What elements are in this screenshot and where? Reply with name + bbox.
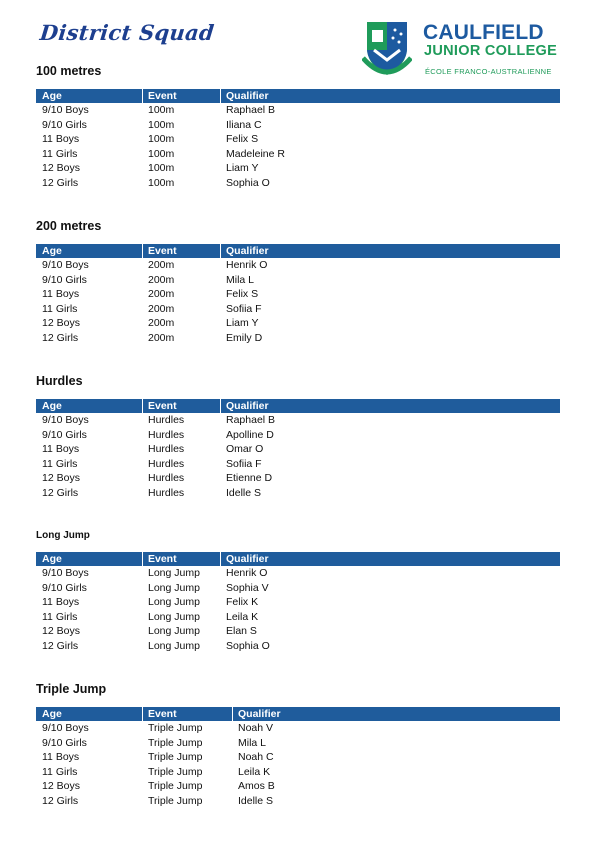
table-row <box>36 176 560 191</box>
event-cell: Long Jump <box>148 610 200 623</box>
table-row <box>36 610 560 625</box>
qualifier-cell: Henrik O <box>226 259 268 271</box>
age-cell: 12 Girls <box>42 486 79 499</box>
table-row <box>36 302 560 317</box>
event-cell: 100m <box>148 176 175 189</box>
brand-line-2: JUNIOR COLLEGE <box>424 43 558 59</box>
age-cell: 12 Boys <box>42 625 80 638</box>
event-cell: Triple Jump <box>148 751 203 764</box>
qualifier-cell: Liam Y <box>226 162 259 175</box>
section-title: Triple Jump <box>36 682 107 696</box>
column-header: Qualifier <box>226 400 269 412</box>
event-cell: 200m <box>148 331 175 344</box>
page-title: District Squad <box>38 20 216 45</box>
qualifier-cell: Noah C <box>238 751 274 764</box>
header-divider <box>220 244 221 258</box>
age-cell: 11 Girls <box>42 765 78 778</box>
table-header <box>36 89 560 103</box>
qualifier-cell: Noah V <box>238 722 274 734</box>
event-cell: Long Jump <box>148 567 200 579</box>
table-row <box>36 779 560 794</box>
age-cell: 12 Boys <box>42 780 80 793</box>
table-row <box>36 581 560 596</box>
table-header <box>36 552 560 566</box>
qualifier-cell: Raphael B <box>226 104 276 116</box>
column-header: Age <box>42 400 62 412</box>
brand-line-1: CAULFIELD <box>423 21 544 44</box>
age-cell: 11 Boys <box>42 133 80 146</box>
results-table <box>36 552 560 654</box>
age-cell: 11 Boys <box>42 596 80 609</box>
results-table <box>36 89 560 191</box>
event-cell: 100m <box>148 147 175 160</box>
header-divider <box>220 399 221 413</box>
header-divider <box>220 552 221 566</box>
qualifier-cell: Sofiia F <box>226 457 262 470</box>
table-row <box>36 624 560 639</box>
event-cell: 200m <box>148 259 175 271</box>
event-cell: 100m <box>148 162 175 175</box>
table-row <box>36 750 560 765</box>
qualifier-cell: Sophia V <box>226 581 269 594</box>
table-row <box>36 258 560 273</box>
age-cell: 9/10 Boys <box>42 414 89 426</box>
event-cell: 100m <box>148 104 175 116</box>
table-row <box>36 103 560 118</box>
column-header: Age <box>42 708 62 720</box>
qualifier-cell: Amos B <box>238 780 275 793</box>
age-cell: 11 Girls <box>42 610 78 623</box>
age-cell: 12 Boys <box>42 317 80 330</box>
column-header: Event <box>148 708 177 720</box>
qualifier-cell: Raphael B <box>226 414 276 426</box>
header-divider <box>232 707 233 721</box>
qualifier-cell: Sophia O <box>226 176 270 189</box>
age-cell: 9/10 Girls <box>42 118 87 131</box>
event-cell: Hurdles <box>148 428 185 441</box>
event-cell: Hurdles <box>148 443 185 456</box>
table-header <box>36 707 560 721</box>
table-row <box>36 471 560 486</box>
qualifier-cell: Sophia O <box>226 639 270 652</box>
column-header: Age <box>42 553 62 565</box>
table-row <box>36 428 560 443</box>
table-row <box>36 118 560 133</box>
qualifier-cell: Felix S <box>226 288 259 301</box>
age-cell: 9/10 Girls <box>42 736 87 749</box>
qualifier-cell: Felix S <box>226 133 259 146</box>
event-cell: Hurdles <box>148 486 185 499</box>
event-cell: Triple Jump <box>148 736 203 749</box>
age-cell: 12 Girls <box>42 331 79 344</box>
event-cell: Triple Jump <box>148 780 203 793</box>
event-cell: Hurdles <box>148 472 185 485</box>
column-header: Event <box>148 90 177 102</box>
column-header: Age <box>42 245 62 257</box>
age-cell: 12 Boys <box>42 162 80 175</box>
age-cell: 11 Girls <box>42 457 78 470</box>
age-cell: 9/10 Girls <box>42 581 87 594</box>
column-header: Age <box>42 90 62 102</box>
table-header <box>36 244 560 258</box>
section-title: 100 metres <box>36 64 102 78</box>
qualifier-cell: Idelle S <box>226 486 262 499</box>
section-title: Hurdles <box>36 374 83 388</box>
table-row <box>36 132 560 147</box>
event-cell: 100m <box>148 133 175 146</box>
column-header: Qualifier <box>226 90 269 102</box>
qualifier-cell: Henrik O <box>226 567 268 579</box>
results-table <box>36 244 560 346</box>
age-cell: 11 Boys <box>42 288 80 301</box>
column-header: Qualifier <box>226 245 269 257</box>
table-row <box>36 566 560 581</box>
header-divider <box>220 89 221 103</box>
age-cell: 9/10 Girls <box>42 428 87 441</box>
school-logo <box>362 20 562 82</box>
section-title: Long Jump <box>36 530 90 541</box>
table-row <box>36 639 560 654</box>
header-divider <box>142 707 143 721</box>
event-cell: 200m <box>148 302 175 315</box>
age-cell: 11 Girls <box>42 302 78 315</box>
age-cell: 9/10 Girls <box>42 273 87 286</box>
age-cell: 12 Girls <box>42 639 79 652</box>
age-cell: 9/10 Boys <box>42 567 89 579</box>
school-crest-icon <box>362 20 412 80</box>
results-table <box>36 707 560 809</box>
brand-line-3: ÉCOLE FRANCO-AUSTRALIENNE <box>425 67 552 76</box>
event-cell: Hurdles <box>148 457 185 470</box>
header-divider <box>142 552 143 566</box>
column-header: Event <box>148 400 177 412</box>
qualifier-cell: Sofiia F <box>226 302 262 315</box>
age-cell: 12 Girls <box>42 794 79 807</box>
header-divider <box>142 89 143 103</box>
event-cell: Long Jump <box>148 596 200 609</box>
event-cell: 200m <box>148 317 175 330</box>
qualifier-cell: Mila L <box>238 736 267 749</box>
table-row <box>36 287 560 302</box>
table-row <box>36 147 560 162</box>
qualifier-cell: Elan S <box>226 625 257 638</box>
table-header <box>36 399 560 413</box>
qualifier-cell: Felix K <box>226 596 259 609</box>
age-cell: 9/10 Boys <box>42 104 89 116</box>
table-row <box>36 721 560 736</box>
header-divider <box>142 244 143 258</box>
age-cell: 9/10 Boys <box>42 722 89 734</box>
event-cell: 100m <box>148 118 175 131</box>
age-cell: 12 Girls <box>42 176 79 189</box>
age-cell: 11 Girls <box>42 147 78 160</box>
qualifier-cell: Leila K <box>226 610 259 623</box>
qualifier-cell: Liam Y <box>226 317 259 330</box>
table-row <box>36 457 560 472</box>
age-cell: 12 Boys <box>42 472 80 485</box>
header-divider <box>142 399 143 413</box>
age-cell: 11 Boys <box>42 443 80 456</box>
event-cell: 200m <box>148 288 175 301</box>
column-header: Qualifier <box>226 553 269 565</box>
results-table <box>36 399 560 501</box>
qualifier-cell: Etienne D <box>226 472 273 485</box>
table-row <box>36 794 560 809</box>
section-title: 200 metres <box>36 219 102 233</box>
event-cell: Long Jump <box>148 639 200 652</box>
qualifier-cell: Omar O <box>226 443 264 456</box>
qualifier-cell: Madeleine R <box>226 147 285 160</box>
table-row <box>36 736 560 751</box>
qualifier-cell: Emily D <box>226 331 263 344</box>
qualifier-cell: Iliana C <box>226 118 262 131</box>
qualifier-cell: Idelle S <box>238 794 274 807</box>
table-row <box>36 161 560 176</box>
event-cell: Hurdles <box>148 414 185 426</box>
table-row <box>36 595 560 610</box>
event-cell: Long Jump <box>148 581 200 594</box>
event-cell: Long Jump <box>148 625 200 638</box>
age-cell: 9/10 Boys <box>42 259 89 271</box>
event-cell: Triple Jump <box>148 765 203 778</box>
qualifier-cell: Leila K <box>238 765 271 778</box>
column-header: Event <box>148 245 177 257</box>
event-cell: Triple Jump <box>148 722 203 734</box>
event-cell: 200m <box>148 273 175 286</box>
table-row <box>36 486 560 501</box>
table-row <box>36 765 560 780</box>
qualifier-cell: Mila L <box>226 273 255 286</box>
qualifier-cell: Apolline D <box>226 428 274 441</box>
age-cell: 11 Boys <box>42 751 80 764</box>
table-row <box>36 413 560 428</box>
table-row <box>36 316 560 331</box>
table-row <box>36 442 560 457</box>
table-row <box>36 331 560 346</box>
column-header: Qualifier <box>238 708 281 720</box>
event-cell: Triple Jump <box>148 794 203 807</box>
column-header: Event <box>148 553 177 565</box>
table-row <box>36 273 560 288</box>
